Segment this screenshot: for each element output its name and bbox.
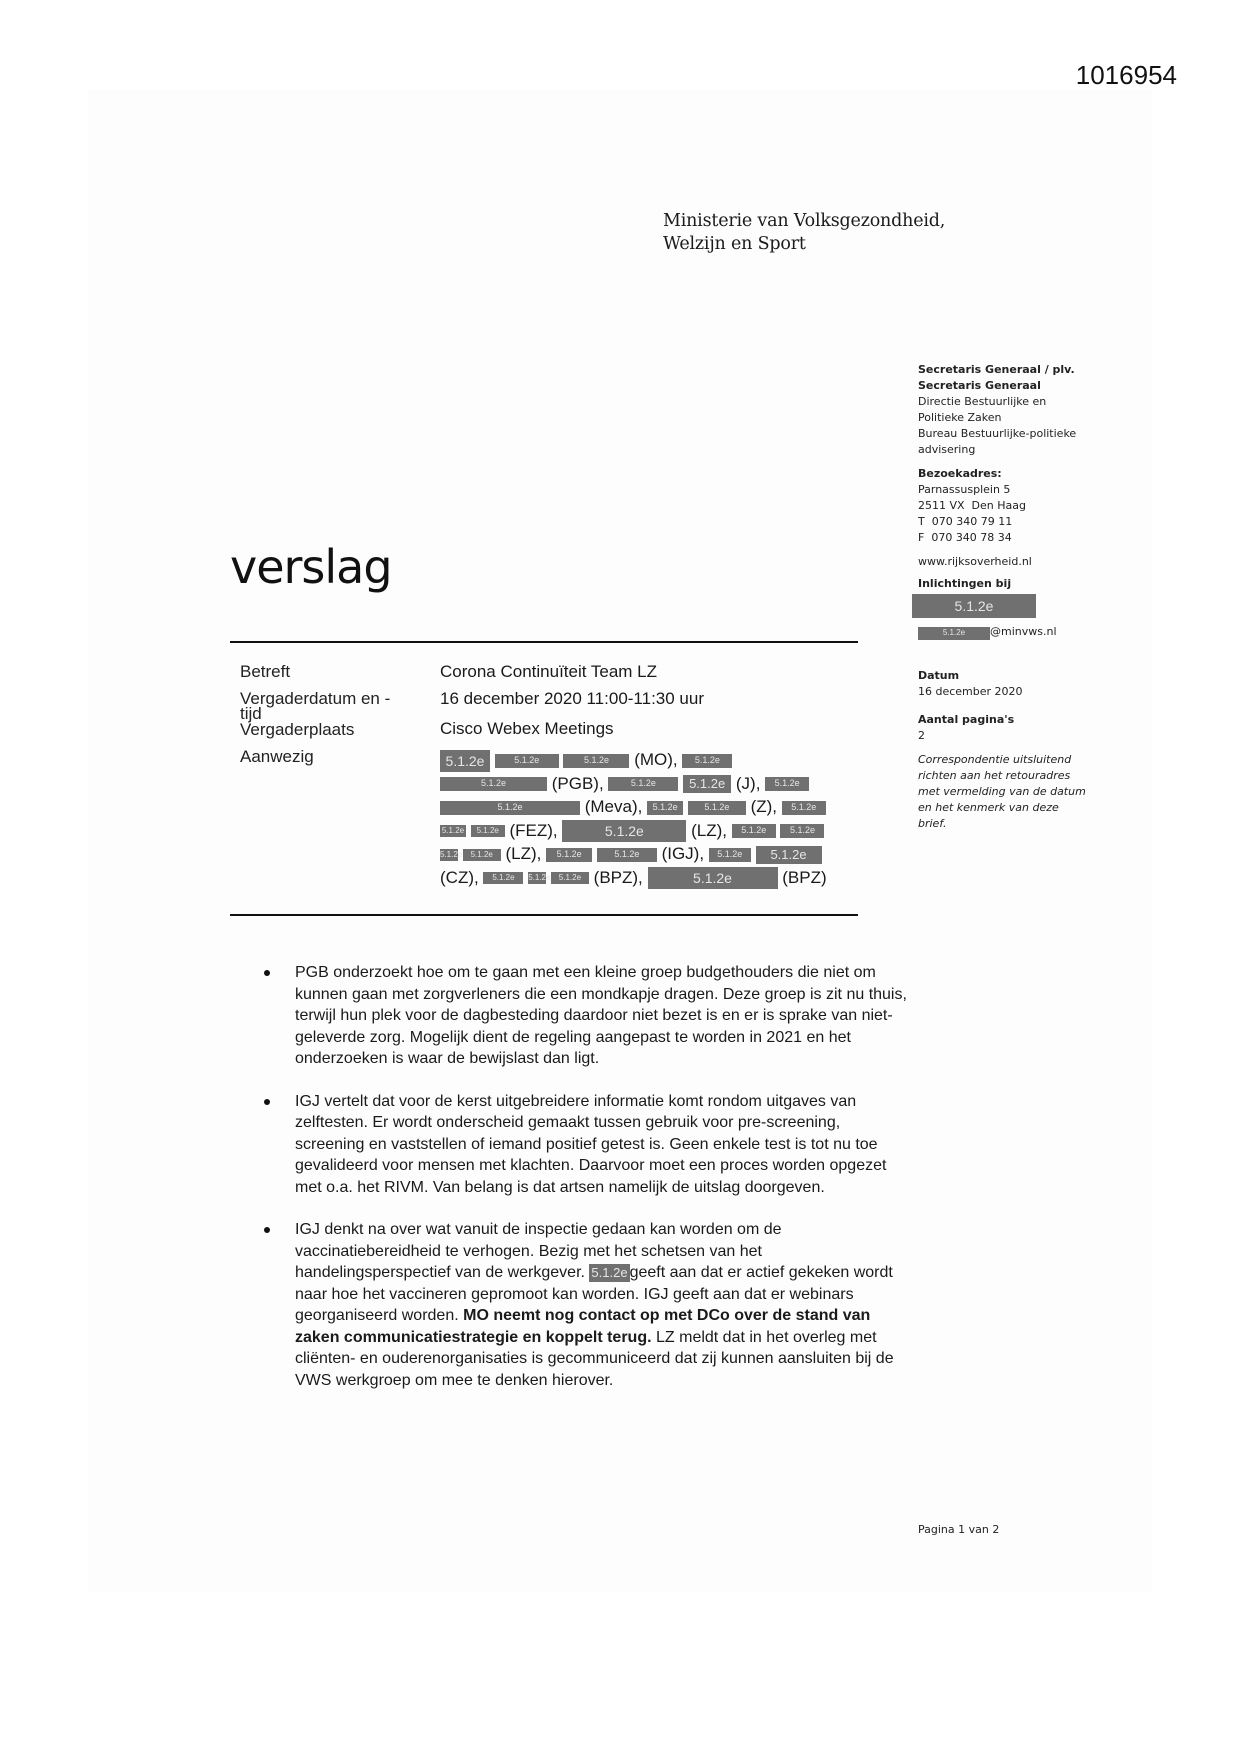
redaction-box: 5.1.2e xyxy=(528,873,551,883)
redaction-box: 5.1.2e xyxy=(463,849,501,861)
sidebar-pages-label: Aantal pagina's xyxy=(918,713,1015,726)
sidebar-website-link[interactable]: www.rijksoverheid.nl xyxy=(918,555,1032,568)
sidebar-dept-line-2: Politieke Zaken xyxy=(918,411,1002,424)
bullet-text: PGB onderzoekt hoe om te gaan met een kleine groep budgethouders die niet om kunnen gaan met zorgverleners die een mondkapje dragen. Deze groep is zit nu thuis, terwijl hun plek voor de dagbesteding daardoor niet bezet is en er is sprake van niet-geleverde zorg. Mogelijk dient de regeling aangepast te worden in 2021 en het onderzoeken is waar de bewijslast dan ligt. xyxy=(295,964,907,1067)
attendee-dept-mo: (MO), xyxy=(634,750,678,769)
redaction-box: 5.1.2e xyxy=(440,750,490,772)
sidebar-datum-value: 16 december 2020 xyxy=(918,685,1023,698)
divider-top xyxy=(230,641,858,643)
attendee-dept-cz: (CZ), xyxy=(440,867,479,887)
sidebar-pages-value: 2 xyxy=(918,729,925,742)
redaction-box: 5.1.2e xyxy=(562,820,686,842)
value-betreft: Corona Continuïteit Team LZ xyxy=(440,662,658,681)
minutes-bullet-list xyxy=(262,962,912,1412)
bullet-icon xyxy=(264,970,270,976)
sidebar-datum-label: Datum xyxy=(918,669,960,682)
label-aanwezig: Aanwezig xyxy=(240,747,314,766)
ministry-line-2: Welzijn en Sport xyxy=(663,234,806,254)
attendee-dept-j: (J), xyxy=(735,773,761,793)
ministry-line-1: Ministerie van Volksgezondheid, xyxy=(663,211,946,231)
bullet-icon xyxy=(264,1099,270,1105)
sidebar-address-label: Bezoekadres: xyxy=(918,467,1002,480)
divider-bottom xyxy=(230,914,858,916)
sidebar-info-label: Inlichtingen bij xyxy=(918,577,1012,590)
redaction-box: 5.1.2e xyxy=(440,849,463,859)
label-vergaderplaats: Vergaderplaats xyxy=(240,720,355,739)
document-title: verslag xyxy=(230,540,392,594)
attendee-line-2 xyxy=(440,772,860,796)
bullet-item-pgb xyxy=(262,962,912,1070)
redaction-box: 5.1.2e xyxy=(440,801,580,815)
bullet-text-part-1: IGJ denkt na over wat vanuit de inspectie gedaan kan worden om de vaccinatiebereidheid te verhogen. Bezig met het schetsen van het handelingsperspectief van de werkgever. xyxy=(295,1221,782,1281)
bullet-item-igj-vaccinatie xyxy=(262,1219,912,1391)
redaction-box: 5.1.2e xyxy=(682,754,732,768)
sidebar-note-line-1: Correspondentie uitsluitend xyxy=(918,753,1072,766)
redaction-box: 5.1.2e xyxy=(546,848,592,862)
redaction-box: 5.1.2e xyxy=(765,777,809,791)
sidebar-org-line-2: Secretaris Generaal xyxy=(918,379,1041,392)
attendee-dept-bpz-2: (BPZ) xyxy=(782,867,827,887)
bullet-icon xyxy=(264,1227,270,1233)
sidebar-dept-line-4: advisering xyxy=(918,443,976,456)
redaction-box: 5.1.2e xyxy=(608,777,678,791)
value-vergaderplaats: Cisco Webex Meetings xyxy=(440,719,614,738)
sidebar-dept-line-1: Directie Bestuurlijke en xyxy=(918,395,1047,408)
redaction-box: 5.1.2e xyxy=(551,872,589,884)
label-vergaderdatum-line1: Vergaderdatum en - xyxy=(240,689,391,708)
label-vergaderdatum xyxy=(240,691,390,721)
attendee-dept-pgb: (PGB), xyxy=(551,773,604,793)
bullet-text-part-3: LZ meldt dat in het overleg met cliënten- en ouderenorganisaties is gecommuniceerd dat zij kunnen aansluiten bij de VWS werkgroep om mee te denken hierover. xyxy=(295,1328,894,1389)
sidebar-address-city: 2511 VX Den Haag xyxy=(918,499,1026,512)
sidebar-note-line-3: met vermelding van de datum xyxy=(918,785,1086,798)
page-indicator: Pagina 1 van 2 xyxy=(918,1523,1000,1536)
attendee-line-4 xyxy=(440,819,860,843)
sidebar-org-line-1: Secretaris Generaal / plv. xyxy=(918,363,1075,376)
redaction-box: 5.1.2e xyxy=(709,848,751,862)
label-vergaderdatum-line2: tijd xyxy=(240,704,262,723)
value-vergaderdatum: 16 december 2020 11:00-11:30 uur xyxy=(440,689,705,708)
sidebar-dept-line-3: Bureau Bestuurlijke-politieke xyxy=(918,427,1077,440)
attendee-dept-lz-2: (LZ), xyxy=(505,844,542,864)
attendee-line-6 xyxy=(440,866,860,890)
sidebar-phone: T 070 340 79 11 xyxy=(918,515,1013,528)
attendee-list xyxy=(440,748,860,889)
attendee-dept-meva: (Meva), xyxy=(584,797,643,817)
label-betreft: Betreft xyxy=(240,662,291,681)
redaction-box: 5.1.2e xyxy=(440,777,547,791)
redaction-box: 5.1.2e xyxy=(782,801,826,815)
bullet-text: IGJ vertelt dat voor de kerst uitgebreidere informatie komt rondom uitgaves van zelftesten. Er wordt onderscheid gemaakt tussen gebruik voor pre-screening, screening en vaststellen of iemand positief getest is. Geen enkele test is tot nu toe gevalideerd voor mensen met klachten. Daarvoor moet een proces worden opgezet met o.a. het RIVM. Van belang is dat artsen namelijk de uitslag doorgeven. xyxy=(295,1092,887,1196)
redaction-box: 5.1.2e xyxy=(471,825,505,837)
redaction-box: 5.1.2e xyxy=(648,867,778,889)
attendee-line-5 xyxy=(440,842,860,866)
ministry-logo-text xyxy=(663,210,945,256)
attendee-dept-fez: (FEZ), xyxy=(509,820,558,840)
sidebar-note-line-4: en het kenmerk van deze xyxy=(918,801,1059,814)
redaction-box: 5.1.2e xyxy=(495,754,559,768)
attendee-dept-bpz-1: (BPZ), xyxy=(593,867,643,887)
attendee-dept-lz-1: (LZ), xyxy=(691,820,727,840)
redaction-box: 5.1.2e xyxy=(780,824,824,838)
redaction-box: 5.1.2e xyxy=(683,775,731,793)
redaction-box-contact-name: 5.1.2e xyxy=(912,594,1036,618)
attendee-line-1 xyxy=(440,748,860,772)
bullet-text-part-2: geeft aan dat er actief gekeken wordt naar hoe het vaccineren gepromoot kan worden. IGJ geeft aan dat er webinars georganiseerd worden. xyxy=(295,1264,893,1324)
sidebar-note-line-5: brief. xyxy=(918,817,947,830)
attendee-dept-z: (Z), xyxy=(750,797,777,817)
redaction-box: 5.1.2e xyxy=(597,848,657,862)
bullet-item-igj-zelftesten xyxy=(262,1091,912,1199)
document-number: 1016954 xyxy=(1075,60,1177,90)
attendee-line-3 xyxy=(440,795,860,819)
attendee-dept-igj: (IGJ), xyxy=(661,844,705,864)
redaction-box-inline: 5.1.2e xyxy=(591,1265,628,1280)
sidebar-info xyxy=(918,362,1118,832)
sidebar-fax: F 070 340 78 34 xyxy=(918,531,1012,544)
sidebar-note-line-2: richten aan het retouradres xyxy=(918,769,1071,782)
redaction-box: 5.1.2e xyxy=(756,846,822,864)
redaction-box: 5.1.2e xyxy=(441,826,465,836)
bullet-action-item: MO neemt nog contact op met DCo over de stand van zaken communicatiestrategie en koppelt terug. xyxy=(295,1307,871,1346)
redaction-box: 5.1.2e xyxy=(563,754,629,768)
redaction-box: 5.1.2e xyxy=(483,872,523,884)
redaction-box: 5.1.2e xyxy=(647,801,683,815)
sidebar-address-street: Parnassusplein 5 xyxy=(918,483,1011,496)
redaction-box: 5.1.2e xyxy=(732,824,776,838)
redaction-box: 5.1.2e xyxy=(688,801,746,815)
sidebar-email xyxy=(918,624,1118,640)
redaction-box-email: 5.1.2e xyxy=(918,627,990,640)
sidebar-email-suffix: @minvws.nl xyxy=(990,625,1057,638)
